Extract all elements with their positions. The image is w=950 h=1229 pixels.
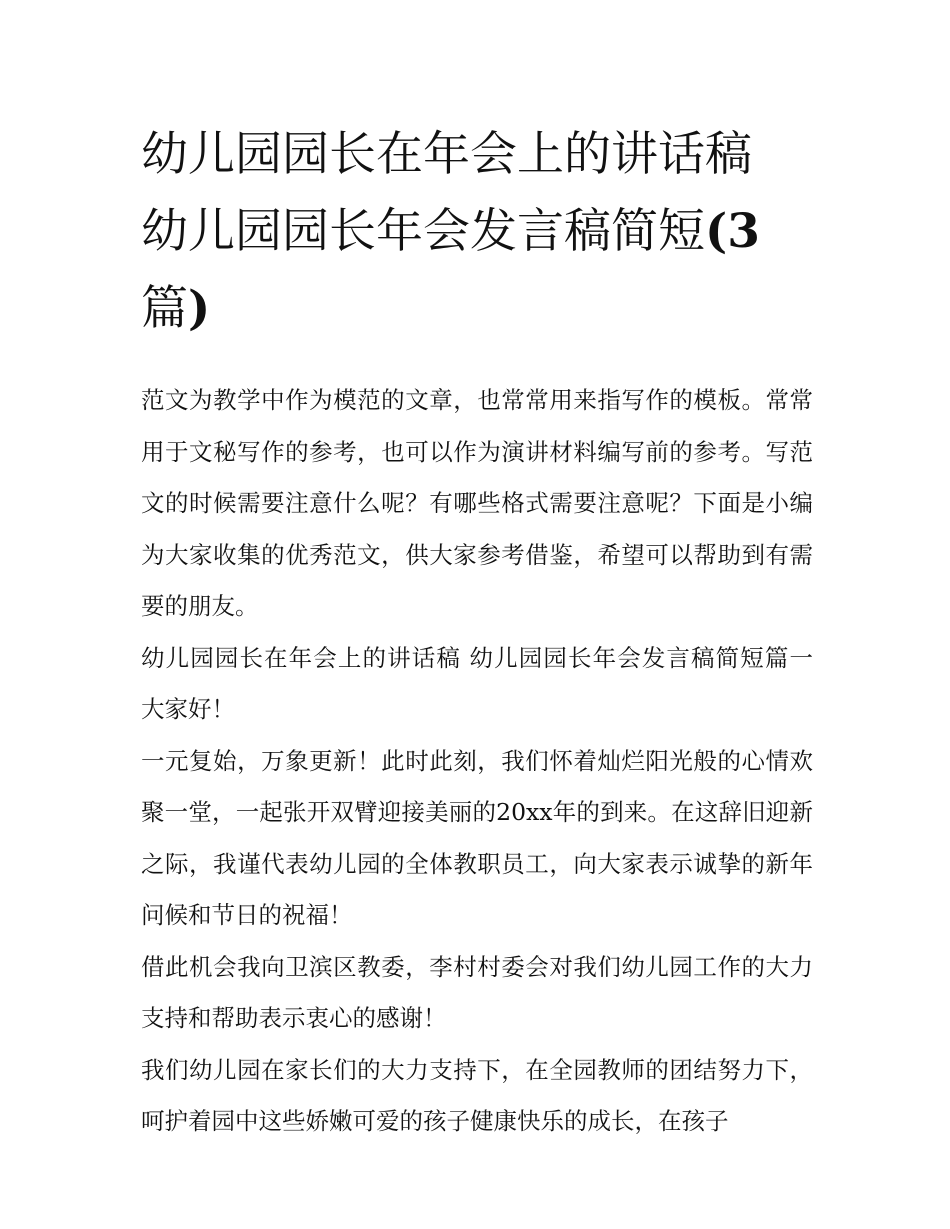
document-content (141, 116, 813, 1148)
title-count-open: (3 (705, 204, 760, 259)
title-line-1: 幼儿园园长在年会上的讲话稿 (141, 127, 752, 182)
paragraph-support: 我们幼儿园在家长们的大力支持下，在全园教师的团结努力下，呵护着园中这些娇嫩可爱的孩子健康快乐的成长，在孩子 (141, 1055, 813, 1135)
title-count-close: ) (188, 281, 211, 336)
paragraph-intro: 范文为教学中作为模范的文章，也常常用来指写作的模板。常常用于文秘写作的参考，也可以作为演讲材料编写前的参考。写范文的时候需要注意什么呢？有哪些格式需要注意呢？下面是小编为大家收集的优秀范文，供大家参考借鉴，希望可以帮助到有需要的朋友。 (141, 386, 813, 620)
paragraph-thanks: 借此机会我向卫滨区教委，李村村委会对我们幼儿园工作的大力支持和帮助表示衷心的感谢！ (141, 952, 813, 1032)
document-title (141, 116, 813, 347)
title-line-2: 幼儿园园长年会发言稿简短 (141, 204, 705, 259)
paragraph-new-year: 一元复始，万象更新！此时此刻，我们怀着灿烂阳光般的心情欢聚一堂，一起张开双臂迎接美丽的20xx年的到来。在这辞旧迎新之际，我谨代表幼儿园的全体教职员工，向大家表示诚挚的新年问候和节日的祝福！ (141, 746, 813, 929)
paragraph-heading-greeting: 幼儿园园长在年会上的讲话稿 幼儿园园长年会发言稿简短篇一 大家好！ (141, 643, 813, 723)
document-body (141, 375, 813, 1148)
title-line-3-char: 篇 (141, 281, 188, 336)
